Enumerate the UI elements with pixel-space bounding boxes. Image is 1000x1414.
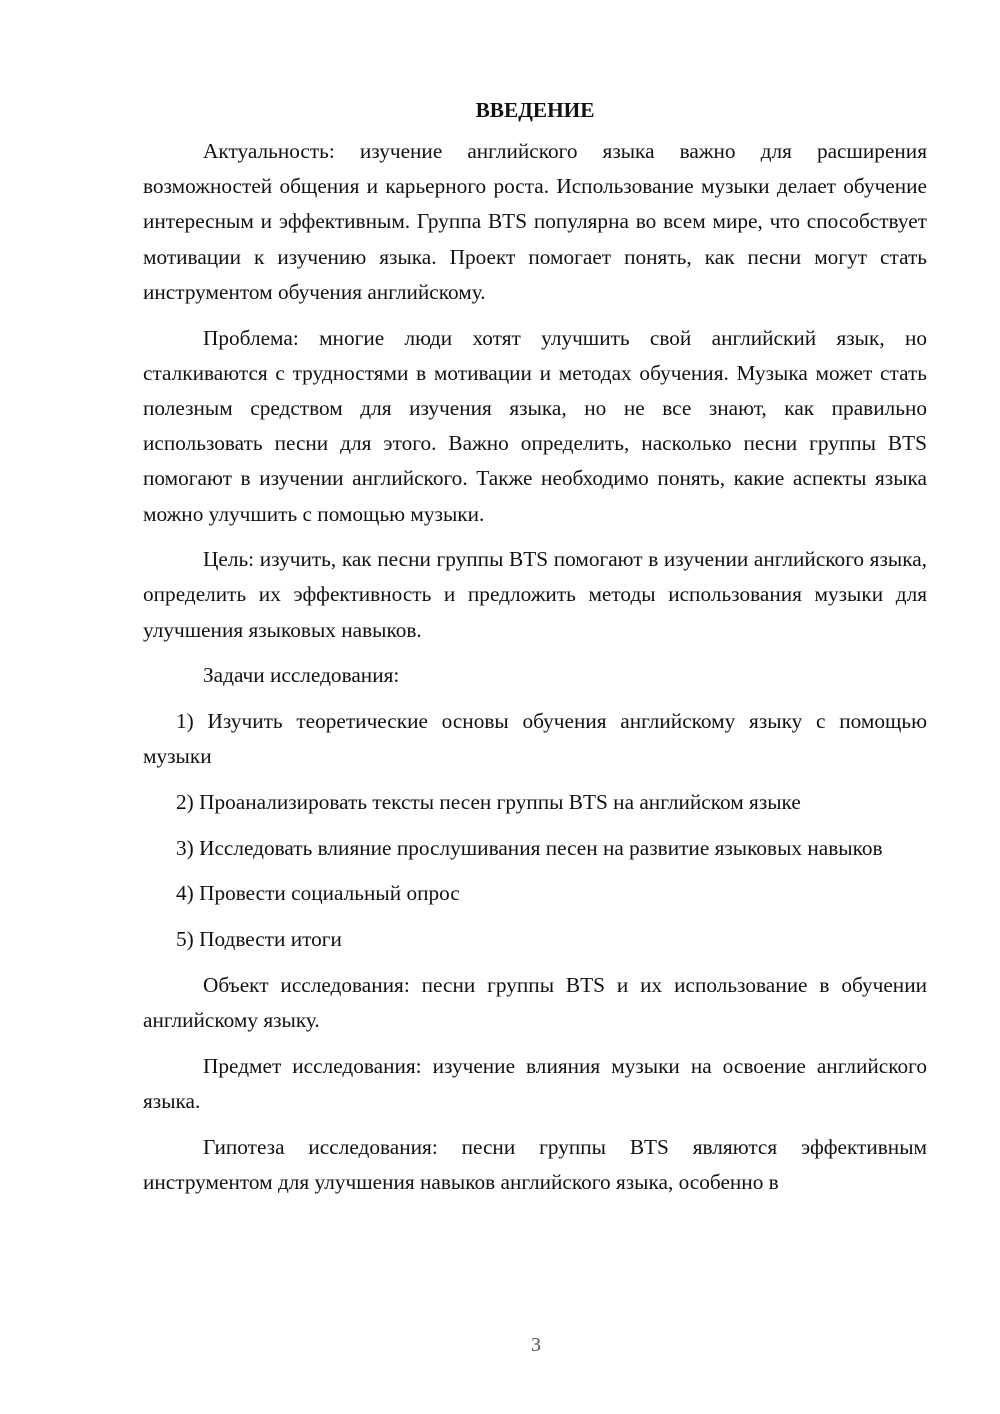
task-item-3: 3) Исследовать влияние прослушивания песен на развитие языковых навыков — [176, 835, 883, 860]
paragraph-relevance: Актуальность: изучение английского языка важно для расширения возможностей общения и карьерного роста. Использование музыки делает обучение интересным и эффективным. Группа BTS популярна во всем мире, что способствует мотивации к изучению языка. Проект помогает понять, как песни могут стать инструментом обучения английскому. — [143, 139, 927, 304]
paragraph-problem: Проблема: многие люди хотят улучшить свой английский язык, но сталкиваются с трудностями в мотивации и методах обучения. Музыка может стать полезным средством для изучения языка, но не все знают, как правильно использовать песни для этого. Важно определить, насколько песни группы BTS помогают в изучении английского. Также необходимо понять, какие аспекты языка можно улучшить с помощью музыки. — [143, 325, 927, 526]
page-number: 3 — [531, 1334, 541, 1356]
page-content — [143, 93, 927, 1210]
paragraph-goal: Цель: изучить, как песни группы BTS помогают в изучении английского языка, определить их эффективность и предложить методы использования музыки для улучшения языковых навыков. — [143, 547, 927, 642]
paragraph-object: Объект исследования: песни группы BTS и их использование в обучении английскому языку. — [143, 972, 927, 1032]
paragraph-hypothesis: Гипотеза исследования: песни группы BTS являются эффективным инструментом для улучшения навыков английского языка, особенно в — [143, 1134, 927, 1194]
paragraph-subject: Предмет исследования: изучение влияния музыки на освоение английского языка. — [143, 1053, 927, 1113]
task-item-1: 1) Изучить теоретические основы обучения английскому языку с помощью музыки — [143, 709, 927, 769]
task-item-4: 4) Провести социальный опрос — [176, 881, 460, 906]
task-item-5: 5) Подвести итоги — [176, 927, 342, 952]
tasks-heading: Задачи исследования: — [203, 663, 400, 688]
section-title: ВВЕДЕНИЕ — [475, 98, 595, 122]
task-item-2: 2) Проанализировать тексты песен группы BTS на английском языке — [176, 789, 801, 814]
